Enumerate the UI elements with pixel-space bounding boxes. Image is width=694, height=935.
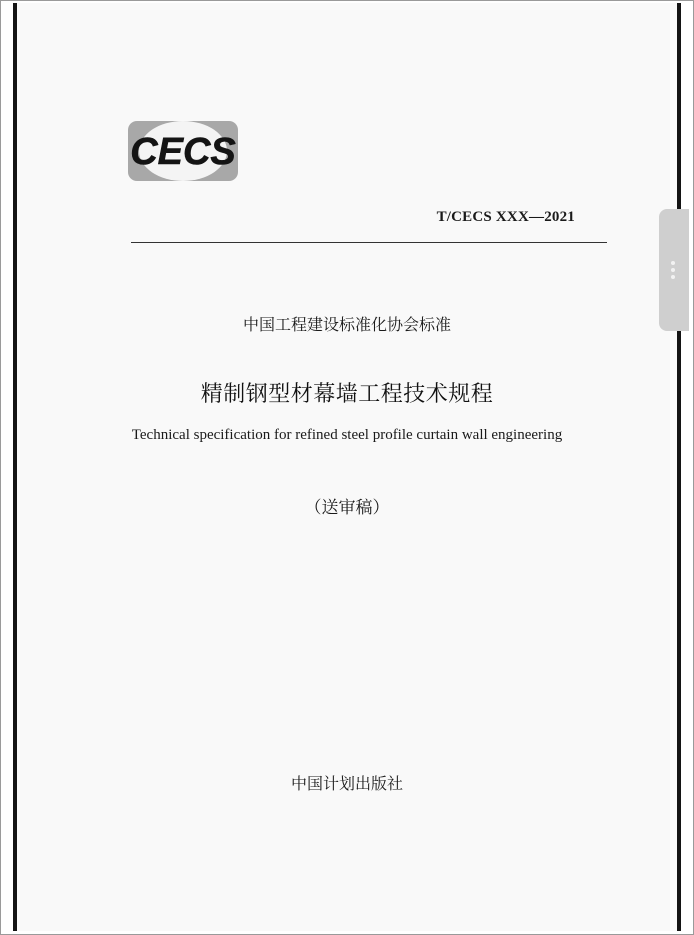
- document-title-chinese: 精制钢型材幕墙工程技术规程: [200, 382, 494, 407]
- association-name: 中国工程建设标准化协会标准: [242, 315, 451, 334]
- standard-code: T/CECS XXX—2021: [436, 209, 575, 225]
- publisher-name: 中国计划出版社: [290, 774, 403, 793]
- side-panel-handle[interactable]: [659, 209, 689, 331]
- cecs-logo: [122, 119, 244, 183]
- draft-status: （送审稿）: [304, 498, 390, 518]
- logo-text: CECS: [130, 131, 236, 173]
- document-title-english: Technical specification for refined steel profile curtain wall engineering: [131, 427, 563, 443]
- header-rule: [131, 242, 607, 243]
